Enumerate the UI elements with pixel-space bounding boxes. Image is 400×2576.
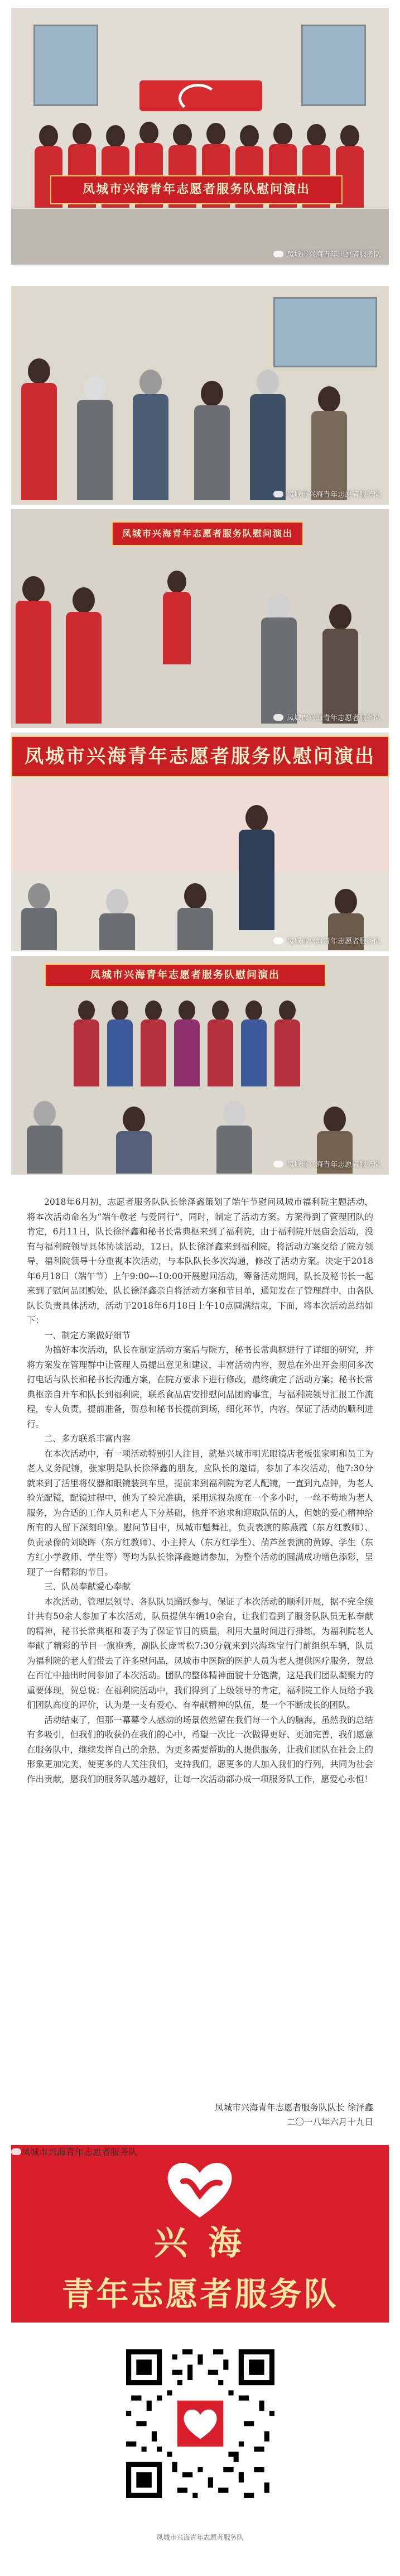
- paragraph: 2018年6月初，志愿者服务队队长徐泽鑫策划了端午节慰问凤城市福利院主题活动，将本次活动命名为“端午敬老 与爱同行”，同时，制定了活动方案。方案得到了管理团队的肯定，6月11日，队长徐泽鑫和秘书长常典枢来到了福利院，由于福利院开展庙会活动，没有与福利院领导具体协谈活动，12日，队长徐泽鑫来到福利院，将活动方案交给了院方领导，福利院领导十分重视本次活动，与本队队长多次沟通，修改了活动方案。决定于2018年6月18日（端午节）上午9:00---10:00开展慰问活动，筹备活动期间，队长及秘书长一起来到了慰问品团购处，队长徐泽鑫亲自将活动方案和节目单，通知发在了管理群中，由各队队长负责具体活动，活动于2018年6月18日上午10点圆满结束，下面，将本次活动总结如下：: [27, 1197, 373, 1325]
- signature: [215, 2100, 373, 2129]
- logo-watermark: 凤城市兴海青年志愿者服务队: [11, 2145, 389, 2158]
- logo-line-2: 青年志愿者服务队: [61, 2275, 339, 2313]
- photo-banner: 凤城市兴海青年志愿者服务队慰问演出: [50, 175, 343, 204]
- photo-watermark: 凤城市兴海青年志愿者服务队: [273, 248, 381, 259]
- section-heading: 三、队员奉献爱心奉献: [44, 1582, 131, 1592]
- team-logo: [11, 2145, 389, 2323]
- photo-banner: 凤城市兴海青年志愿者服务队慰问演出: [11, 736, 389, 777]
- photo-audience: [11, 286, 389, 505]
- qr-caption: 凤城市兴海青年志愿者服务队: [156, 2534, 244, 2541]
- section-heading: 一、制定方案做好细节: [44, 1330, 131, 1340]
- photo-group-portrait: [11, 8, 389, 265]
- photo-banner: 凤城市兴海青年志愿者服务队慰问演出: [45, 964, 326, 987]
- paragraph: 活动结束了，但那一幕幕令人感动的场景依然留在我们每一个人的脑海，虽然我的总结有多吸引，但我们的收获仍在我们的心中，希望一次比一次做得更好、更加完善，我们愿意在服务队中，继续发挥自己的余热，为更多需要帮助的人提供服务，让我们团队在社会上的形象更加完美，使更多的人关注我们，支持我们，愿更多的人加入我们的行列，共同为社会作出贡献，愿我们的服务队越办越好，让每一次活动都办成一项服务队工作，愿爱心永恒！: [27, 1715, 373, 1784]
- article-body: [27, 1195, 373, 1787]
- paragraph: 在本次活动中，有一项活动特别引人注目，就是兴城市明光眼镜店老板张家明和员工为老人义务配镜，张家明是队长徐泽鑫的朋友，应队长的邀请，参加了本次活动，他7:30分就来到了活里将仪器和眼镜装到车里，提前来到福利院为老人配镜，一直到九点钟，为老人验光配镜，配镜过程中，他为了验光准确，采用远视杂度在一个多小时，一丝不苟地为老人服务，为合适的工作人员和老人下分基础，他并不追求和迎取队伍的人，但她的爱心精神给所有的人留下深刻印象。慰问节目中，凤城市魁舞社，负责表演的陈燕霞（东方红教师）、负责录像的刘晓晖（东方红教师）、小主持人（东方红学生）、葫芦丝表演的黄婷、学生（东方红小学教师、学生等）等均为队长徐泽鑫邀请参加，为整个活动的圆满成功增色添彩，呈现了一台精彩的节目。: [27, 1448, 373, 1577]
- photo-qipao-show: [11, 956, 389, 1175]
- section-heading: 二、多方联系丰富内容: [44, 1434, 131, 1444]
- signature-org: 凤城市兴海青年志愿者服务队队长 徐泽鑫: [215, 2103, 373, 2113]
- paragraph: 为搞好本次活动，队长在制定活动方案后与院方，秘书长常典枢进行了详细的研究，并将方案发在管理群中让管理人员提出意见和建议，丰富活动内容，贺总在外出开会期间多次打电话与队长和秘书长沟通方案，在院方要求下进行修改，最终确定了活动方案；秘书长常典枢亲自开车和队长到福利院，联系食品店安排慰问品团购事宜，与福利院领导汇报工作流程，专人负责，提前准备，贺总和秘书长提前到场，细化环节，内容，保证了活动的顺利进行。: [27, 1345, 373, 1429]
- qr-code[interactable]: [126, 2349, 274, 2498]
- wechat-icon: [273, 1161, 283, 1167]
- wechat-icon: [273, 714, 283, 721]
- wechat-icon: [11, 2148, 21, 2155]
- photo-watermark: 凤城市兴海青年志愿者服务队: [273, 935, 381, 946]
- photo-host: [11, 732, 389, 951]
- signature-date: 二〇一八年六月十九日: [286, 2117, 373, 2127]
- logo-line-1: 兴 海: [154, 2224, 246, 2263]
- wechat-icon: [273, 251, 283, 257]
- heart-hand-icon: [161, 2156, 239, 2223]
- photo-watermark: 凤城市兴海青年志愿者服务队: [273, 1158, 381, 1169]
- photo-banner: 凤城市兴海青年志愿者服务队慰问演出: [112, 521, 303, 546]
- photo-performance: [11, 509, 389, 728]
- paragraph: 本次活动，管理层领导、各队队员踊跃参与，保证了本次活动的顺利开展，据不完全统计共有50余人参加了本次活动，队员提供车辆10余台，让我们看到了服务队队员无私奉献的精神，秘书长常典枢和妻子为了保证节目的质量，利用大量时间进行排练，为福利院老人奉献了精彩的节目一旗袍秀，副队长庞雪松7:30分就来到兴海珠宝行门前组织车辆，队员为福利院的老人们带去了许多慰问品，凤城市中医院的医护人员为老人提供医疗服务，贺总在百忙中抽出时间参加了本次活动。团队的整体精神面貌十分饱满，这是我们团队凝聚力的重要体现，贺总说：在福利院活动中，我们得到了上级领导的肯定，福利院工作人员给予我们团队高度的评价，认为是一支有爱心、有奉献精神的队伍，是一个不断成长的团队。: [27, 1596, 373, 1710]
- photo-watermark: 凤城市兴海青年志愿者服务队: [273, 489, 381, 499]
- wechat-icon: [273, 937, 283, 944]
- photo-watermark: 凤城市兴海青年志愿者服务队: [273, 712, 381, 722]
- wechat-icon: [273, 491, 283, 497]
